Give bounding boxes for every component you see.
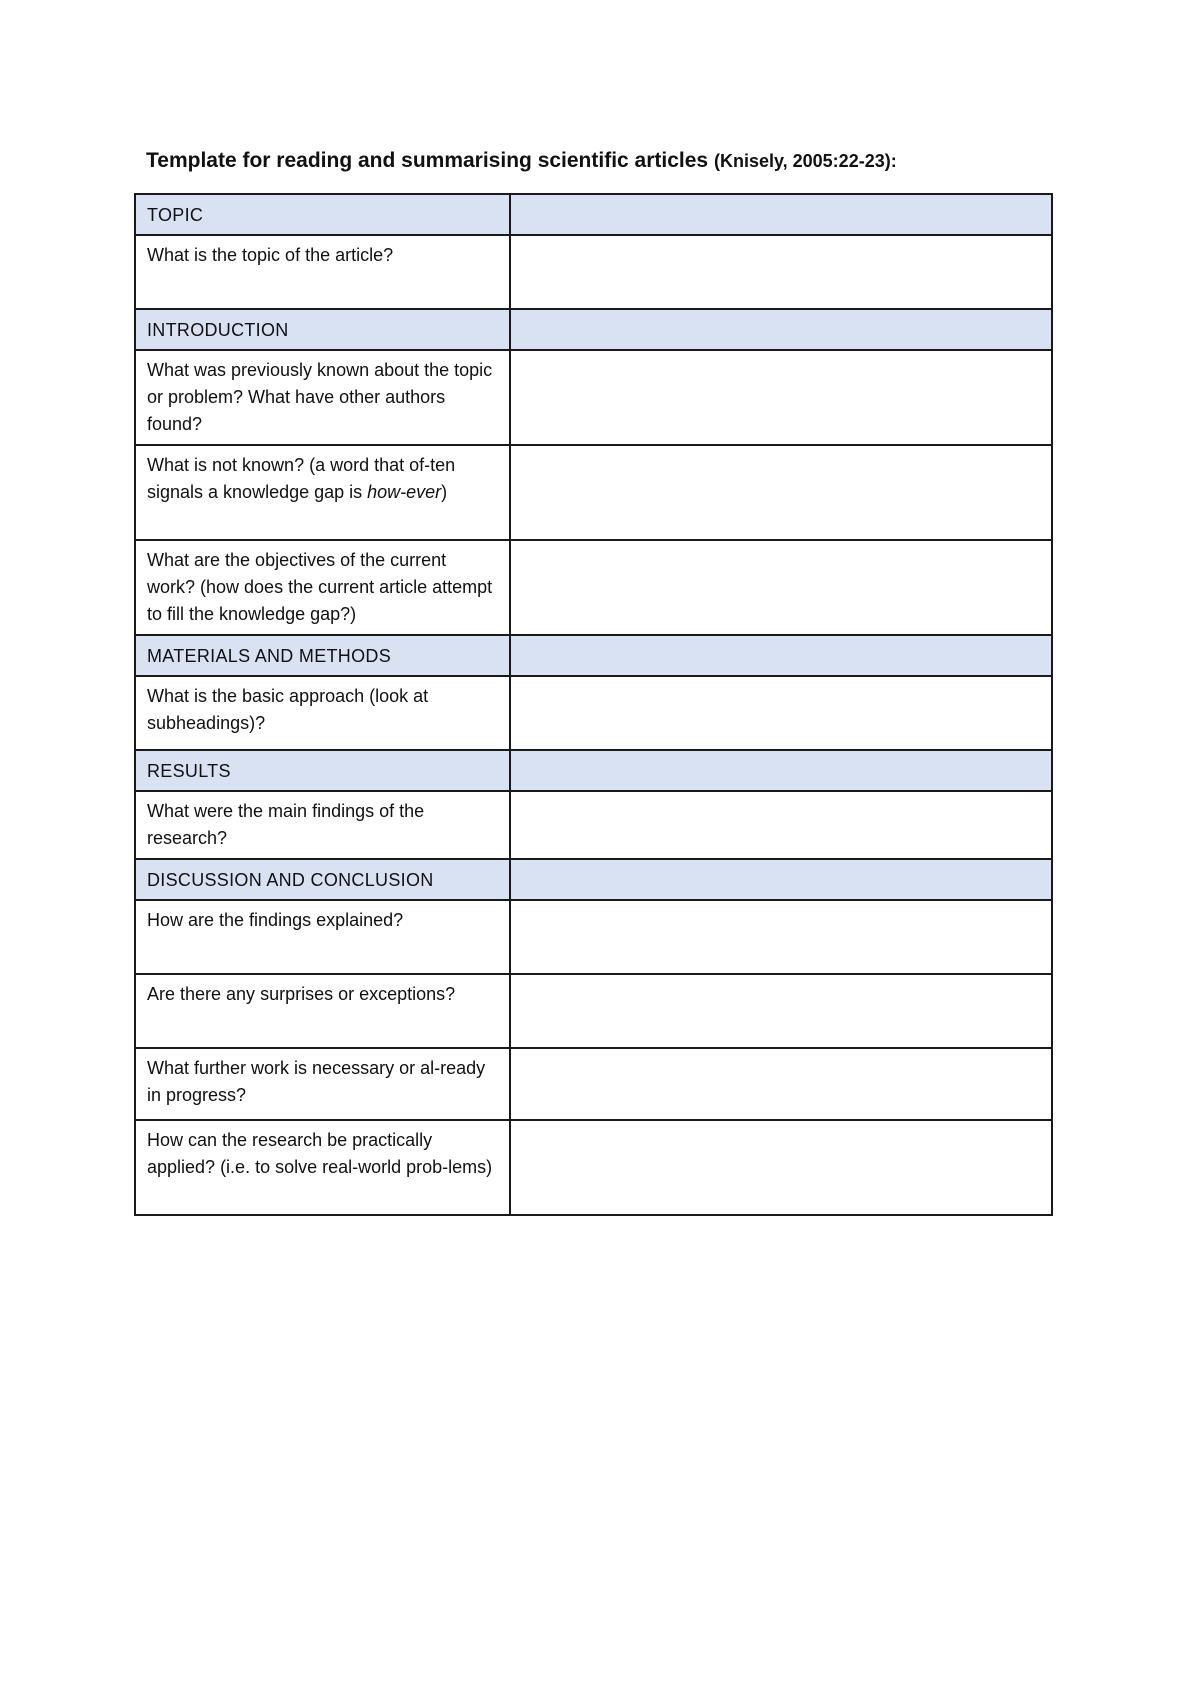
question-cell: What is the topic of the article?	[135, 235, 510, 309]
question-row	[135, 445, 1052, 540]
section-row-introduction	[135, 309, 1052, 350]
answer-cell[interactable]	[510, 309, 1052, 350]
question-cell: What was previously known about the topic or problem? What have other authors found?	[135, 350, 510, 445]
question-row	[135, 676, 1052, 750]
title-citation: (Knisely, 2005:22-23):	[713, 151, 897, 171]
title-text: Template for reading and summarising scientific articles	[146, 149, 709, 172]
question-row	[135, 1120, 1052, 1215]
answer-cell[interactable]	[510, 635, 1052, 676]
emphasis-however: how-ever	[367, 482, 442, 502]
question-cell: What is not known? (a word that of-ten signals a knowledge gap is how-ever)	[135, 445, 510, 540]
section-row-topic	[135, 194, 1052, 235]
section-heading: RESULTS	[135, 750, 510, 791]
section-heading: DISCUSSION AND CONCLUSION	[135, 859, 510, 900]
question-cell: What is the basic approach (look at subheadings)?	[135, 676, 510, 750]
answer-cell[interactable]	[510, 445, 1052, 540]
section-row-discussion-conclusion	[135, 859, 1052, 900]
answer-cell[interactable]	[510, 235, 1052, 309]
question-row	[135, 540, 1052, 635]
answer-cell[interactable]	[510, 974, 1052, 1048]
question-cell: What were the main findings of the research?	[135, 791, 510, 859]
answer-cell[interactable]	[510, 900, 1052, 974]
answer-cell[interactable]	[510, 750, 1052, 791]
question-cell: What are the objectives of the current work? (how does the current article attempt to fill the knowledge gap?)	[135, 540, 510, 635]
question-cell: What further work is necessary or al-ready in progress?	[135, 1048, 510, 1120]
section-row-materials-methods	[135, 635, 1052, 676]
answer-cell[interactable]	[510, 1048, 1052, 1120]
answer-cell[interactable]	[510, 540, 1052, 635]
document-title	[146, 146, 897, 176]
question-row	[135, 235, 1052, 309]
answer-cell[interactable]	[510, 194, 1052, 235]
question-row	[135, 791, 1052, 859]
section-row-results	[135, 750, 1052, 791]
answer-cell[interactable]	[510, 676, 1052, 750]
question-cell: How can the research be practically applied? (i.e. to solve real-world prob-lems)	[135, 1120, 510, 1215]
summary-template-table	[134, 193, 1053, 1216]
question-row	[135, 350, 1052, 445]
question-cell: Are there any surprises or exceptions?	[135, 974, 510, 1048]
section-heading: TOPIC	[135, 194, 510, 235]
question-row	[135, 974, 1052, 1048]
question-row	[135, 900, 1052, 974]
answer-cell[interactable]	[510, 350, 1052, 445]
answer-cell[interactable]	[510, 859, 1052, 900]
section-heading: INTRODUCTION	[135, 309, 510, 350]
question-row	[135, 1048, 1052, 1120]
section-heading: MATERIALS AND METHODS	[135, 635, 510, 676]
question-cell: How are the findings explained?	[135, 900, 510, 974]
answer-cell[interactable]	[510, 791, 1052, 859]
answer-cell[interactable]	[510, 1120, 1052, 1215]
